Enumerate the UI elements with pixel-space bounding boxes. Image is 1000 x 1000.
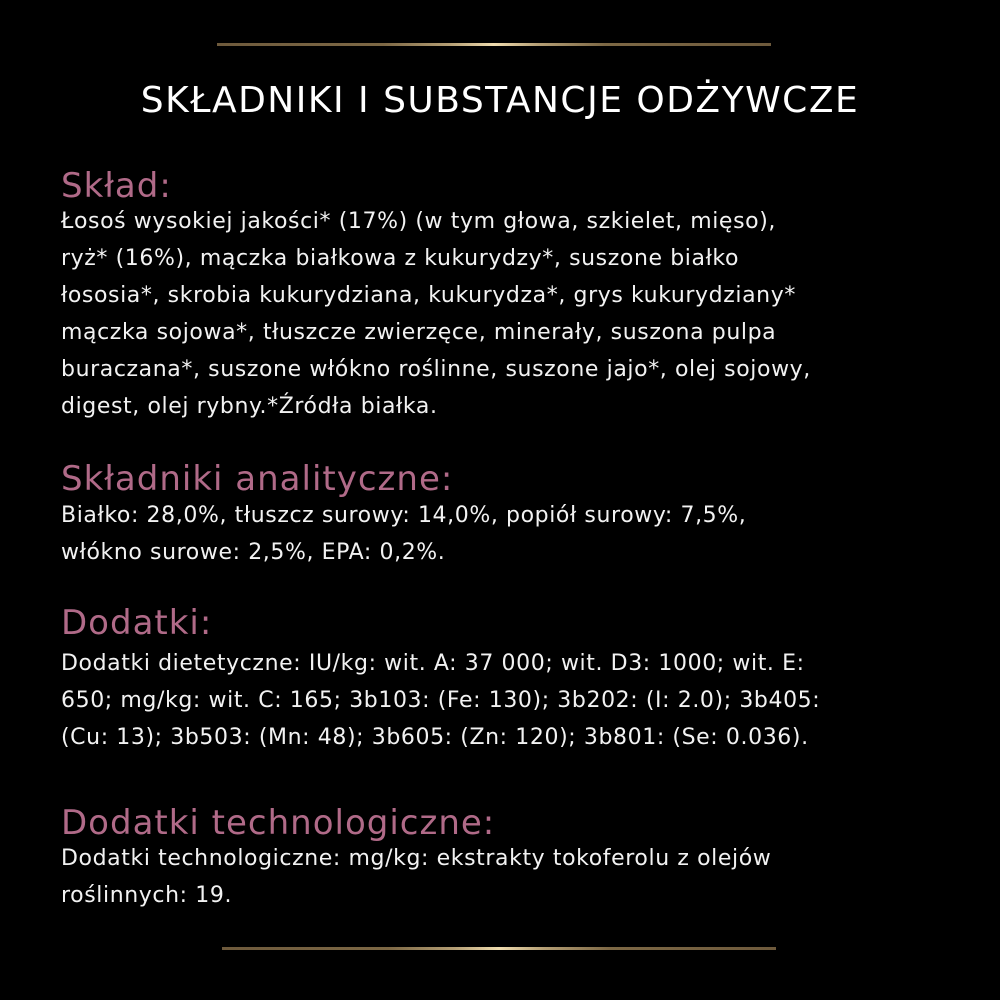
text-line: włókno surowe: 2,5%, EPA: 0,2%. (61, 540, 446, 565)
section-technological-additives (61, 803, 961, 914)
section-heading-technological: Dodatki technologiczne: (61, 803, 496, 843)
section-analytical-constituents (61, 459, 961, 571)
text-line: buraczana*, suszone włókno roślinne, suszone jajo*, olej sojowy, (61, 357, 811, 382)
text-line: Łosoś wysokiej jakości* (17%) (w tym głowa, szkielet, mięso), (61, 209, 776, 234)
page-title: SKŁADNIKI I SUBSTANCJE ODŻYWCZE (140, 80, 860, 121)
text-line: 650; mg/kg: wit. C: 165; 3b103: (Fe: 130); 3b202: (I: 2.0); 3b405: (61, 688, 821, 713)
analytical-text (61, 497, 961, 571)
section-additives (61, 603, 961, 756)
text-line: Dodatki dietetyczne: IU/kg: wit. A: 37 000; wit. D3: 1000; wit. E: (61, 651, 805, 676)
section-composition (61, 166, 961, 425)
text-line: łososia*, skrobia kukurydziana, kukurydza*, grys kukurydziany* (61, 283, 796, 308)
text-line: digest, olej rybny.*Źródła białka. (61, 394, 438, 419)
text-line: ryż* (16%), mączka białkowa z kukurydzy*, suszone białko (61, 246, 740, 271)
text-line: Białko: 28,0%, tłuszcz surowy: 14,0%, popiół surowy: 7,5%, (61, 503, 747, 528)
section-heading-analytical: Składniki analityczne: (61, 459, 454, 499)
section-heading-additives: Dodatki: (61, 603, 213, 643)
composition-text (61, 203, 961, 425)
text-line: Dodatki technologiczne: mg/kg: ekstrakty tokoferolu z olejów (61, 846, 772, 871)
text-line: (Cu: 13); 3b503: (Mn: 48); 3b605: (Zn: 120); 3b801: (Se: 0.036). (61, 725, 809, 750)
text-line: roślinnych: 19. (61, 883, 233, 908)
bottom-gold-divider (222, 947, 776, 950)
text-line: mączka sojowa*, tłuszcze zwierzęce, minerały, suszona pulpa (61, 320, 777, 345)
top-gold-divider (217, 43, 771, 46)
additives-text (61, 645, 961, 756)
technological-text (61, 840, 961, 914)
section-heading-composition: Skład: (61, 166, 172, 206)
